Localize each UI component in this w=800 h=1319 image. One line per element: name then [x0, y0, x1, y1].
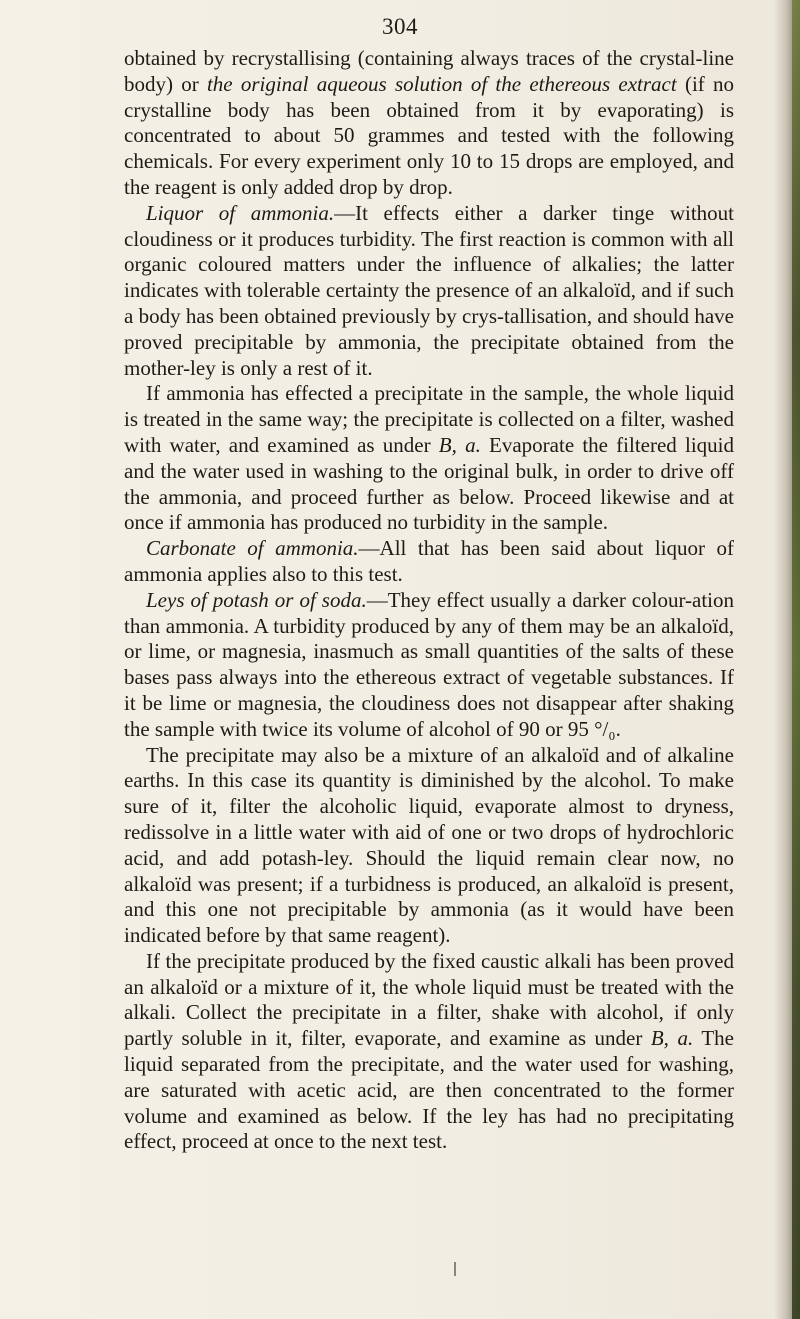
paragraph-carbonate-of-ammonia: [124, 536, 734, 588]
segment-italic: the original aqueous solution of the ethereous extract: [206, 71, 677, 96]
body-text: [124, 46, 734, 1155]
paragraph-liquor-of-ammonia: [124, 201, 734, 382]
segment: If the precipitate produced by the fixed caustic alkali has been proved an alkaloïd or a mixture of it, the whole liquid must be treated with the alkali. Collect the precipitate in a filter, shake with alcohol, if only partly soluble in it, filter, evaporate, and examine as under: [124, 948, 734, 1051]
paragraph-6: [124, 743, 734, 949]
segment: The liquid separated from the precipitate, and the water used for washing, are saturated with acetic acid, are then concentrated to the former volume and examined as below. If the ley has had no precipitating effect, proceed at once to the next test.: [124, 1026, 734, 1154]
segment: (if no crystalline body has been obtained from it by evaporating) is concentrated to about 50 grammes and tested with the following chemicals. For every experiment only 10 to 15 drops are employed, and the reagent is only added drop by drop.: [124, 71, 734, 199]
paragraph-heading: Carbonate of ammonia.: [146, 536, 359, 561]
page-edge-binding: [792, 0, 800, 1319]
segment: Evaporate the filtered liquid and the water used in washing to the original bulk, in order to drive off the ammonia, and proceed further as below. Proceed likewise and at once if ammonia has produced no turbidity in the sample.: [124, 432, 735, 535]
paragraph-1: [124, 46, 734, 201]
segment: —All that has been said about liquor of ammonia applies also to this test.: [124, 536, 734, 586]
paragraph-heading: Leys of potash or of soda.: [146, 587, 367, 612]
segment-italic: B, a.: [650, 1026, 694, 1051]
paragraph-3: [124, 381, 734, 536]
segment-italic: B, a.: [438, 432, 481, 457]
paragraph-leys-of-potash: [124, 588, 734, 743]
ink-mark: [454, 1262, 456, 1276]
paragraph-7: [124, 949, 734, 1155]
page-number: 304: [382, 14, 418, 39]
segment: —It effects either a darker tinge without cloudiness or it produces turbidity. The first reaction is common with all organic coloured matters under the influence of alkalies; the latter indicates with tolerable certainty the presence of an alkaloïd, and if such a body has been obtained previously by crys-tallisation, and should have proved precipitable by ammonia, the precipitate obtained from the mother-ley is only a rest of it.: [124, 200, 734, 380]
segment: obtained by recrystallising (containing always traces of the crystal-line body) or: [124, 46, 734, 96]
segment: The precipitate may also be a mixture of an alkaloïd and of alkaline earths. In this case its quantity is diminished by the alcohol. To make sure of it, filter the alcoholic liquid, evaporate almost to dryness, redissolve in a little water with aid of one or two drops of hydrochloric acid, and add potash-ley. Should the liquid remain clear now, no alkaloïd was present; if a turbidness is produced, an alkaloïd is present, and this one not precipitable by ammonia (as it would have been indicated before by that same reagent).: [124, 742, 734, 948]
segment: If ammonia has effected a precipitate in the sample, the whole liquid is treated in the same way; the precipitate is collected on a filter, washed with water, and examined as under: [124, 381, 734, 457]
paragraph-heading: Liquor of ammonia.: [146, 200, 335, 225]
segment: —They effect usually a darker colour-ation than ammonia. A turbidity produced by any of them may be an alkaloïd, or lime, or magnesia, inasmuch as small quantities of the salts of these bases pass always into the ethereous extract of vegetable substances. If it be lime or magnesia, the cloudiness does not disappear after shaking the sample with twice its volume of alcohol of 90 or 95 °/₀.: [124, 587, 735, 741]
